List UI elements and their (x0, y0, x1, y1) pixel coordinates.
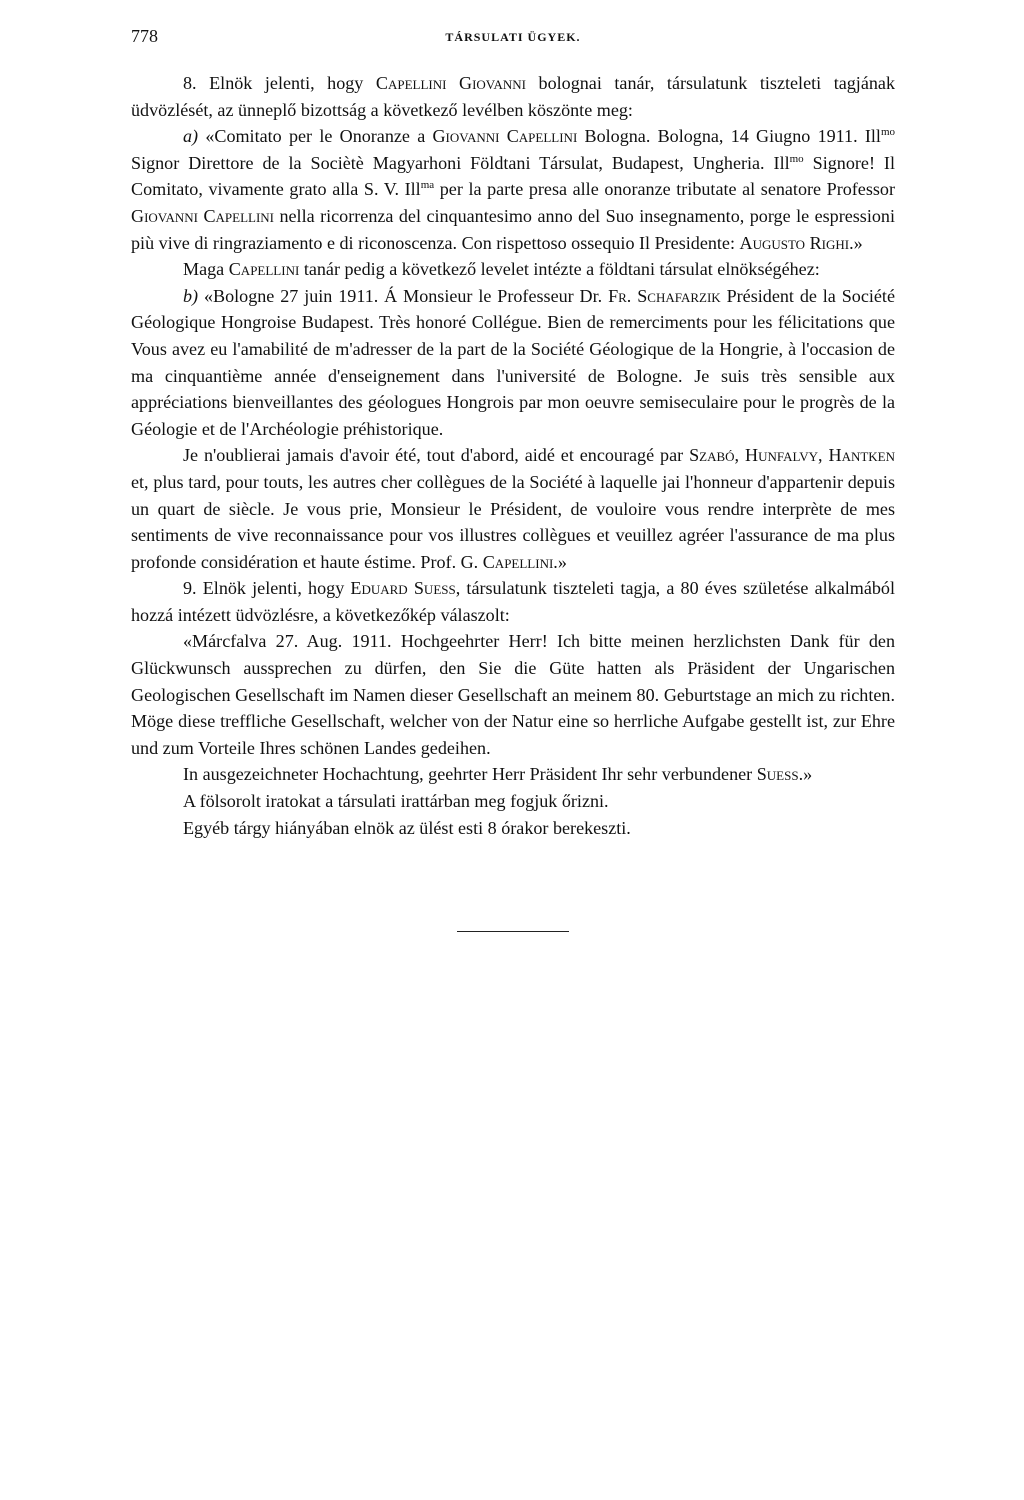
text-span: nella ricorrenza del cinquantesimo anno del Suo insegnamento, porge le espressioni più vive di ringraziamento e di riconoscenza. Con rispettoso ossequio Il Presidente: (131, 205, 895, 253)
paragraph-item-8 (131, 70, 895, 123)
text-span: A fölsorolt iratokat a társulati irattárban meg fogjuk őrizni. (183, 791, 609, 812)
superscript: mo (880, 126, 895, 139)
text-span: , (818, 445, 829, 466)
person-name: Capellini Giovanni (375, 73, 526, 93)
text-span: Maga (183, 259, 229, 280)
paragraph-je (131, 442, 895, 575)
person-name: Suess (756, 764, 799, 785)
paragraph-german-letter (131, 628, 895, 761)
paragraph-item-9 (131, 575, 895, 628)
page-number: 778 (131, 26, 158, 46)
paragraph-archive (131, 788, 895, 815)
letter-label: a) (183, 126, 199, 147)
text-span: bolognai tanár, társulatunk tiszteleti tagjának üdvözlését, az ünneplő bizottság a következő levélben köszönte meg: (131, 73, 895, 120)
text-span: «Comitato per le Onoranze a (198, 126, 433, 147)
text-span: In ausgezeichneter Hochachtung, geehrter Herr Präsident Ihr sehr verbundener (183, 764, 757, 785)
text-span: 9. Elnök jelenti, hogy (183, 578, 351, 599)
person-name: Giovanni Capellini (432, 126, 578, 147)
page-body (131, 70, 895, 841)
page-header (131, 26, 895, 60)
person-name: Eduard Suess (350, 578, 456, 599)
person-name: Capellini (482, 551, 554, 572)
superscript: ma (420, 179, 435, 192)
paragraph-maga (131, 256, 895, 283)
text-span: .» (553, 551, 567, 572)
text-span: Président de la Société Géologique Hongroise Budapest. Très honoré Collégue. Bien de remerciments pour les félicitations que Vous avez eu l'amabilité de m'adresser de la part de la Société Géologique de la Hongrie, à l'occasion de ma cinquantième année d'enseignement dans l'université de Bologne. Je suis très sensible aux appréciations bienveillantes des géologues Hongrois par mon oeuvre semiseculaire pour le progrès de la Géologie et de l'Archéologie préhistorique. (131, 285, 895, 439)
text-span: Je n'oublierai jamais d'avoir été, tout d'abord, aidé et encouragé par (183, 445, 690, 466)
person-name: Hantken (828, 445, 896, 466)
text-span: Signor Direttore de la Sociètè Magyarhoni Földtani Társulat, Budapest, Ungheria. Ill (131, 152, 790, 173)
paragraph-closing (131, 761, 895, 788)
text-span: Bologna. Bologna, 14 Giugno 1911. Ill (577, 126, 881, 147)
running-head: TÁRSULATI ÜGYEK. (445, 30, 581, 44)
text-span: Egyéb tárgy hiányában elnök az ülést esti 8 órakor berekeszti. (183, 817, 631, 838)
text-span: «Bologne 27 juin 1911. Á Monsieur le Professeur Dr. (198, 285, 609, 306)
person-name: Capellini (228, 259, 300, 280)
section-divider (457, 931, 569, 932)
text-span: 8. Elnök jelenti, hogy (183, 73, 376, 93)
paragraph-letter-b (131, 283, 895, 443)
text-span: .» (849, 232, 863, 253)
text-span: , (734, 445, 745, 466)
text-span: tanár pedig a következő levelet intézte a földtani társulat elnökségéhez: (299, 259, 820, 280)
person-name: Hunfalvy (745, 445, 819, 466)
text-span: et, plus tard, pour touts, les autres cher collègues de la Société à laquelle jai l'honneur d'appartenir depuis un quart de siècle. Je vous prie, Monsieur le Président, de vouloire vous rendre interprète de mes sentiments de vive reconnaissance pour vos illustres collègues et veuillez agréer l'assurance de ma plus profonde considération et haute éstime. Prof. G. (131, 471, 895, 572)
text-span: , társulatunk tiszteleti tagja, a 80 éves születése alkalmából hozzá intézett üdvözlésre, a következőkép válaszolt: (131, 578, 896, 625)
person-name: Szabó (689, 445, 735, 466)
superscript: mo (789, 152, 804, 165)
page (131, 26, 895, 932)
person-name: Giovanni Capellini (131, 205, 275, 226)
text-span: «Márcfalva 27. Aug. 1911. Hochgeehrter Herr! Ich bitte meinen herzlichsten Dank für den Glückwunsch aussprechen zu dürfen, den Sie die Güte hatten als Präsident der Ungarischen Geologischen Gesellschaft im Namen dieser Gesellschaft an meinem 80. Geburtstage an mich zu richten. Möge diese treffliche Gesellschaft, welcher von der Natur eine so herrliche Aufgabe gestellt ist, zur Ehre und zum Vorteile Ihres schönen Landes gedeihen. (131, 631, 895, 758)
text-span: per la parte presa alle onoranze tributate al senatore Professor (434, 179, 895, 200)
text-span: .» (798, 764, 813, 785)
letter-label: b) (183, 285, 199, 306)
paragraph-adjourn (131, 815, 895, 842)
person-name: Augusto Righi (739, 232, 850, 253)
person-name: Fr. Schafarzik (608, 285, 721, 306)
text-span: Signore! Il Comitato, vivamente grato alla S. V. Ill (131, 152, 895, 200)
paragraph-letter-a (131, 123, 895, 256)
